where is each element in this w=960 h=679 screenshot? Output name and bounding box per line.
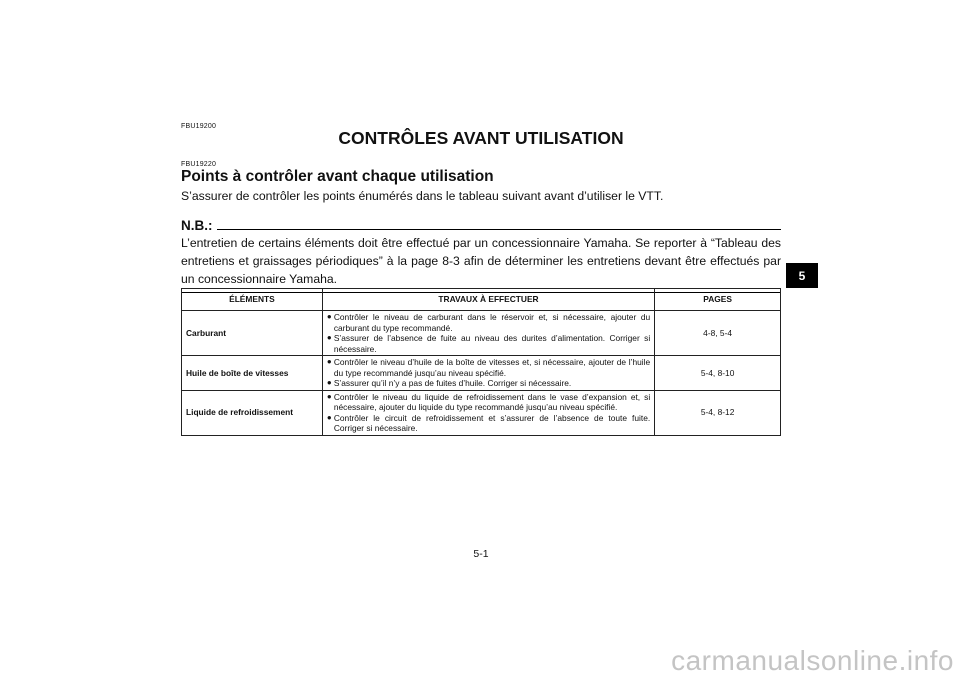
chapter-tab: 5 <box>786 263 818 288</box>
note-divider <box>217 229 782 230</box>
pages-cell: 4-8, 5-4 <box>655 311 781 356</box>
task-text: S’assurer de l’absence de fuite au niveau des durites d’alimentation. Corriger si nécessaire. <box>333 333 651 354</box>
task-item <box>327 357 650 378</box>
task-item <box>327 392 650 413</box>
task-text: S’assurer qu’il n’y a pas de fuites d’huile. Corriger si nécessaire. <box>333 378 572 388</box>
bullet-icon: ● <box>326 312 332 321</box>
bullet-icon: ● <box>326 412 332 422</box>
tasks-cell <box>322 390 654 435</box>
table-row <box>182 311 781 356</box>
page-title: CONTRÔLES AVANT UTILISATION <box>338 128 624 148</box>
watermark: carmanualsonline.info <box>671 645 954 676</box>
bullet-icon: ● <box>326 357 332 366</box>
page-number: 5-1 <box>473 548 489 560</box>
task-item <box>327 413 650 434</box>
pages-cell: 5-4, 8-10 <box>655 356 781 391</box>
bullet-icon: ● <box>326 378 332 387</box>
note-box <box>181 218 781 293</box>
element-cell: Huile de boîte de vitesses <box>182 356 323 391</box>
bullet-icon: ● <box>326 391 332 401</box>
table-row <box>182 390 781 435</box>
intro-paragraph: S’assurer de contrôler les points énumérés dans le tableau suivant avant d’utiliser le VTT. <box>181 189 664 203</box>
note-label: N.B.: <box>181 218 213 233</box>
column-header: PAGES <box>655 289 781 311</box>
column-header: ÉLÉMENTS <box>182 289 323 311</box>
task-text: Contrôler le niveau de carburant dans le réservoir et, si nécessaire, ajouter du carburant du type recommandé. <box>333 312 651 333</box>
note-text: L’entretien de certains éléments doit être effectué par un concessionnaire Yamaha. Se reporter à “Tableau des entretiens et graissages périodiques” à la page 8-3 afin de déterminer les entretiens devant être effectués par un concessionnaire Yamaha. <box>181 234 781 293</box>
task-text: Contrôler le niveau du liquide de refroidissement dans le vase d’expansion et, si nécessaire, ajouter du liquide du type recommandé jusqu’au niveau spécifié. <box>333 391 651 412</box>
element-cell: Carburant <box>182 311 323 356</box>
element-cell: Liquide de refroidissement <box>182 390 323 435</box>
section-code: FBU19200 <box>181 123 217 130</box>
tasks-cell <box>322 311 654 356</box>
section-heading: Points à contrôler avant chaque utilisation <box>181 168 494 185</box>
tasks-cell <box>322 356 654 391</box>
task-text: Contrôler le niveau d’huile de la boîte de vitesses et, si nécessaire, ajouter de l’huile du type recommandé jusqu’au niveau spécifié. <box>333 357 651 378</box>
pages-cell: 5-4, 8-12 <box>655 390 781 435</box>
table-header-row <box>182 289 781 311</box>
task-item <box>327 333 650 354</box>
column-header: TRAVAUX À EFFECTUER <box>322 289 654 311</box>
maintenance-table <box>181 288 781 436</box>
task-item <box>327 378 650 389</box>
table-row <box>182 356 781 391</box>
task-item <box>327 312 650 333</box>
bullet-icon: ● <box>326 333 332 342</box>
task-text: Contrôler le circuit de refroidissement et s’assurer de l’absence de toute fuite. Corriger si nécessaire. <box>333 412 651 433</box>
subsection-code: FBU19220 <box>181 161 217 168</box>
